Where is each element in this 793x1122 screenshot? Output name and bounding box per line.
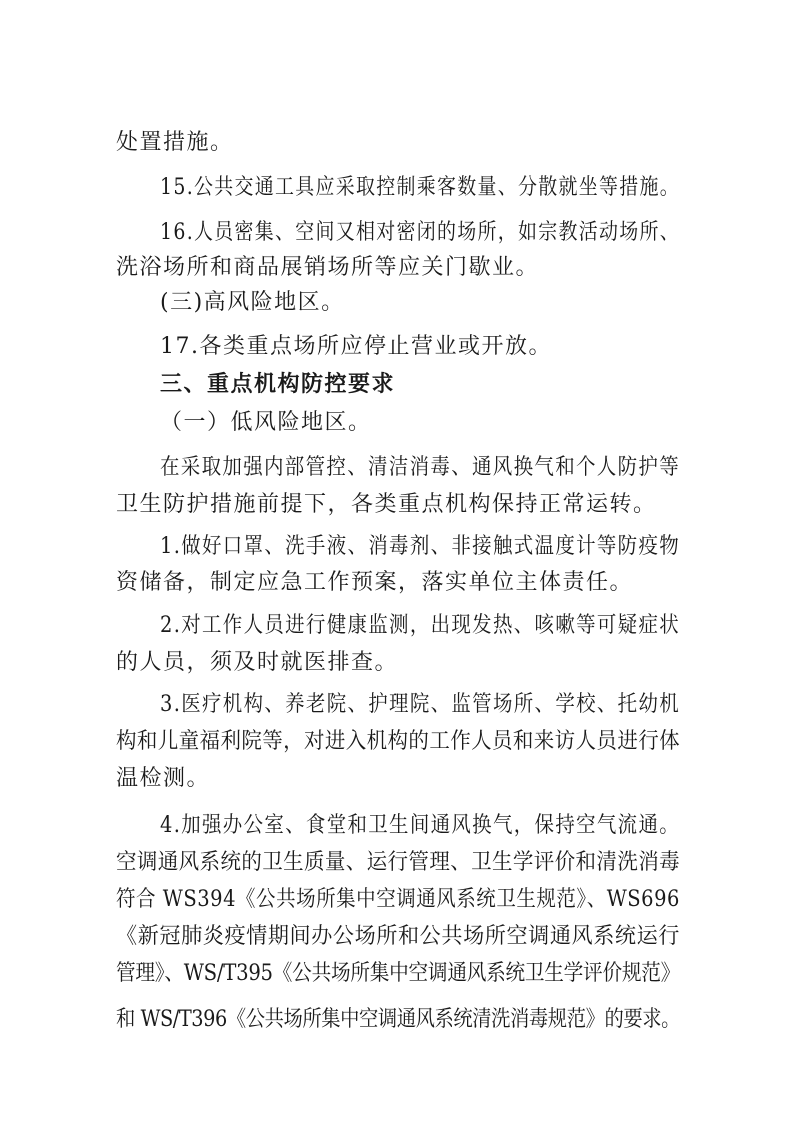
text-line: 1.做好口罩、洗手液、消毒剂、非接触式温度计等防疫物 — [160, 534, 681, 559]
text-line: 2.对工作人员进行健康监测，出现发热、咳嗽等可疑症状 — [160, 613, 681, 638]
text-line: 在采取加强内部管控、清洁消毒、通风换气和个人防护等 — [160, 455, 681, 480]
text-line: 4.加强办公室、食堂和卫生间通风换气，保持空气流通。 — [160, 813, 681, 838]
text-line: 资储备，制定应急工作预案，落实单位主体责任。 — [116, 570, 634, 595]
text-line: 空调通风系统的卫生质量、运行管理、卫生学评价和清洗消毒 — [116, 850, 680, 875]
text-line: 《新冠肺炎疫情期间办公场所和公共场所空调通风系统运行 — [116, 924, 680, 949]
text-line: 温检测。 — [116, 766, 211, 791]
subsection-heading: （一）低风险地区。 — [160, 410, 372, 435]
text-line: 的人员，须及时就医排查。 — [116, 650, 399, 675]
text-line: 卫生防护措施前提下，各类重点机构保持正常运转。 — [116, 492, 657, 517]
text-line: 和 WS/T396《公共场所集中空调通风系统清洗消毒规范》的要求。 — [116, 1007, 680, 1032]
text-line: 管理》、WS/T395《公共场所集中空调通风系统卫生学评价规范》 — [116, 961, 681, 986]
text-line: 处置措施。 — [116, 130, 234, 155]
text-line: 15.公共交通工具应采取控制乘客数量、分散就坐等措施。 — [160, 175, 680, 200]
text-line: 17.各类重点场所应停止营业或开放。 — [160, 334, 552, 359]
text-line: 16.人员密集、空间又相对密闭的场所，如宗教活动场所、 — [160, 220, 680, 245]
section-heading: 三、重点机构防控要求 — [160, 372, 396, 397]
text-line: 洗浴场所和商品展销场所等应关门歇业。 — [116, 255, 540, 280]
text-line: 构和儿童福利院等，对进入机构的工作人员和来访人员进行体 — [116, 729, 680, 754]
text-line: 3.医疗机构、养老院、护理院、监管场所、学校、托幼机 — [160, 692, 681, 717]
subsection-heading: (三)高风险地区。 — [160, 290, 345, 315]
text-line: 符合 WS394《公共场所集中空调通风系统卫生规范》、WS696 — [116, 887, 680, 912]
